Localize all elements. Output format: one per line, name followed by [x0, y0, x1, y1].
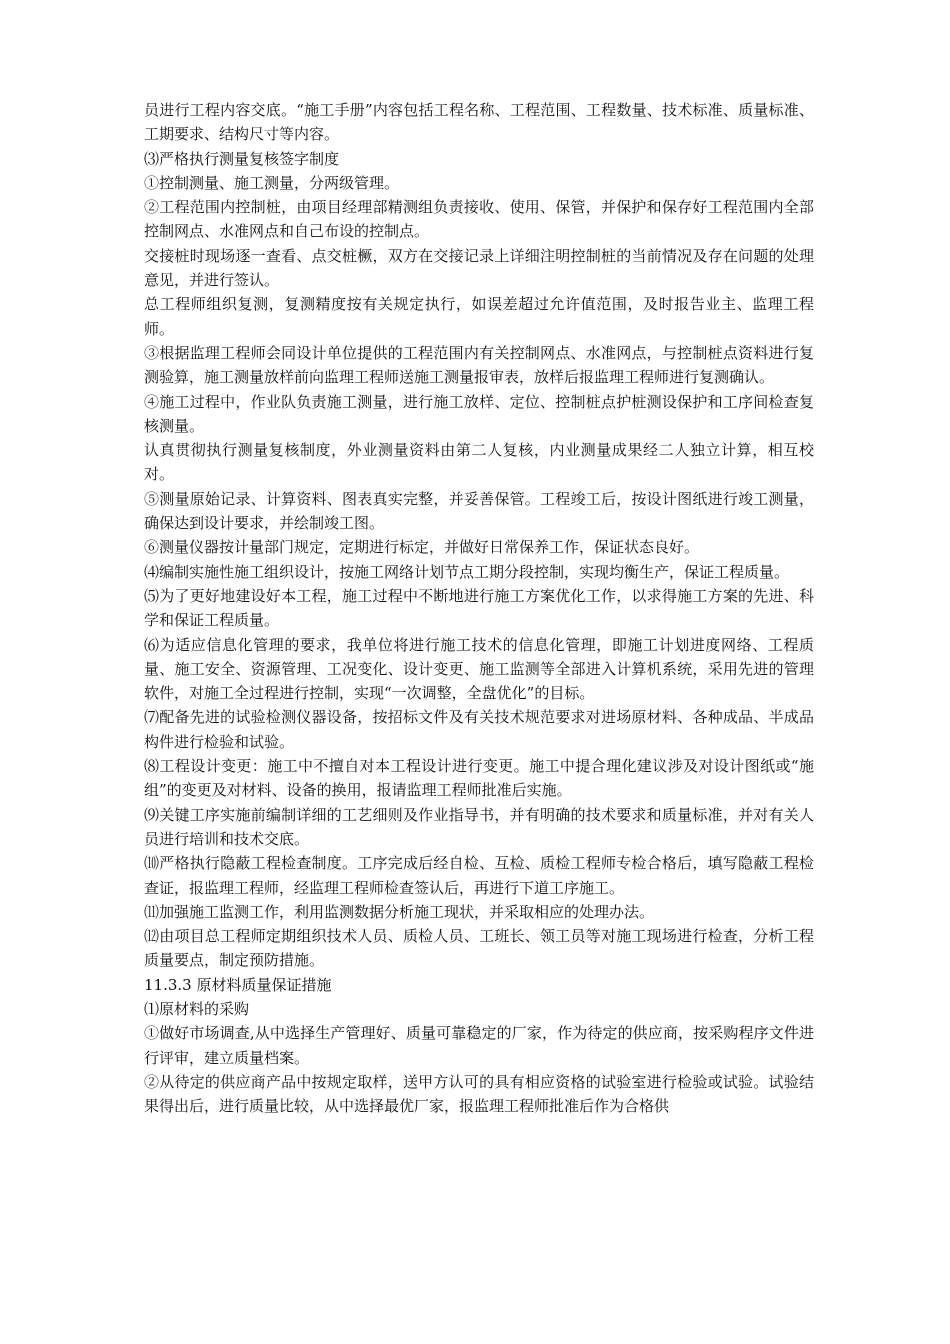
- paragraph: ⑥测量仪器按计量部门规定，定期进行标定，并做好日常保养工作，保证状态良好。: [144, 538, 700, 557]
- paragraph: ①控制测量、施工测量，分两级管理。: [144, 173, 400, 192]
- paragraph: ⑽严格执行隐蔽工程检查制度。工序完成后经自检、互检、质检工程师专检合格后，填写隐蔽工程检查证，报监理工程师，经监理工程师检查签认后，再进行下道工序施工。: [144, 854, 814, 897]
- paragraph: ⑸为了更好地建设好本工程，施工过程中不断地进行施工方案优化工作，以求得施工方案的先进、科学和保证工程质量。: [144, 586, 814, 630]
- section-heading: 11.3.3 原材料质量保证措施: [144, 975, 332, 994]
- paragraph: ⑴原材料的采购: [144, 999, 250, 1018]
- paragraph: 总工程师组织复测，复测精度按有关规定执行，如误差超过允许值范围，及时报告业主、监理工程师。: [144, 295, 814, 338]
- paragraph: 认真贯彻执行测量复核制度，外业测量资料由第二人复核，内业测量成果经二人独立计算，相互校对。: [144, 441, 814, 484]
- document-body: [144, 98, 814, 1118]
- paragraph: ⑻工程设计变更：施工中不擅自对本工程设计进行变更。施工中提合理化建议涉及对设计图纸或“施组”的变更及对材料、设备的换用，报请监理工程师批准后实施。: [144, 757, 814, 800]
- paragraph: ⑾加强施工监测工作，利用监测数据分析施工现状，并采取相应的处理办法。: [144, 902, 655, 921]
- paragraph: ⑤测量原始记录、计算资料、图表真实完整，并妥善保管。工程竣工后，按设计图纸进行竣工测量，确保达到设计要求，并绘制竣工图。: [144, 489, 814, 533]
- paragraph: ⑺配备先进的试验检测仪器设备，按招标文件及有关技术规范要求对进场原材料、各种成品、半成品构件进行检验和试验。: [144, 708, 814, 751]
- paragraph: ⑶严格执行测量复核签字制度: [144, 149, 340, 168]
- paragraph: ④施工过程中，作业队负责施工测量，进行施工放样、定位、控制桩点护桩测设保护和工序间检查复核测量。: [144, 392, 814, 435]
- paragraph: 员进行工程内容交底。“施工手册”内容包括工程名称、工程范围、工程数量、技术标准、质量标准、工期要求、结构尺寸等内容。: [144, 101, 814, 144]
- paragraph: ①做好市场调查,从中选择生产管理好、质量可靠稳定的厂家，作为待定的供应商，按采购程序文件进行评审，建立质量档案。: [144, 1024, 814, 1067]
- paragraph: ③根据监理工程师会同设计单位提供的工程范围内有关控制网点、水准网点，与控制桩点资料进行复测验算，施工测量放样前向监理工程师送施工测量报审表，放样后报监理工程师进行复测确认。: [144, 343, 814, 387]
- paragraph: ⑼关键工序实施前编制详细的工艺细则及作业指导书，并有明确的技术要求和质量标准，并对有关人员进行培训和技术交底。: [144, 805, 814, 848]
- paragraph: 交接桩时现场逐一查看、点交桩橛，双方在交接记录上详细注明控制桩的当前情况及存在问题的处理意见，并进行签认。: [144, 246, 814, 290]
- paragraph: ⑿由项目总工程师定期组织技术人员、质检人员、工班长、领工员等对施工现场进行检查，分析工程质量要点，制定预防措施。: [144, 927, 814, 970]
- paragraph: ②从待定的供应商产品中按规定取样，送甲方认可的具有相应资格的试验室进行检验或试验。试验结果得出后，进行质量比较，从中选择最优厂家，报监理工程师批准后作为合格供: [144, 1072, 814, 1116]
- paragraph: ⑹为适应信息化管理的要求，我单位将进行施工技术的信息化管理，即施工计划进度网络、工程质量、施工安全、资源管理、工况变化、设计变更、施工监测等全部进入计算机系统，采用先进的管理软件，对施工全过程进行控制，实现“一次调整，全盘优化”的目标。: [144, 635, 814, 703]
- paragraph: ②工程范围内控制桩，由项目经理部精测组负责接收、使用、保管，并保护和保存好工程范围内全部控制网点、水准网点和自己布设的控制点。: [144, 198, 814, 241]
- paragraph: ⑷编制实施性施工组织设计，按施工网络计划节点工期分段控制，实现均衡生产，保证工程质量。: [144, 562, 790, 581]
